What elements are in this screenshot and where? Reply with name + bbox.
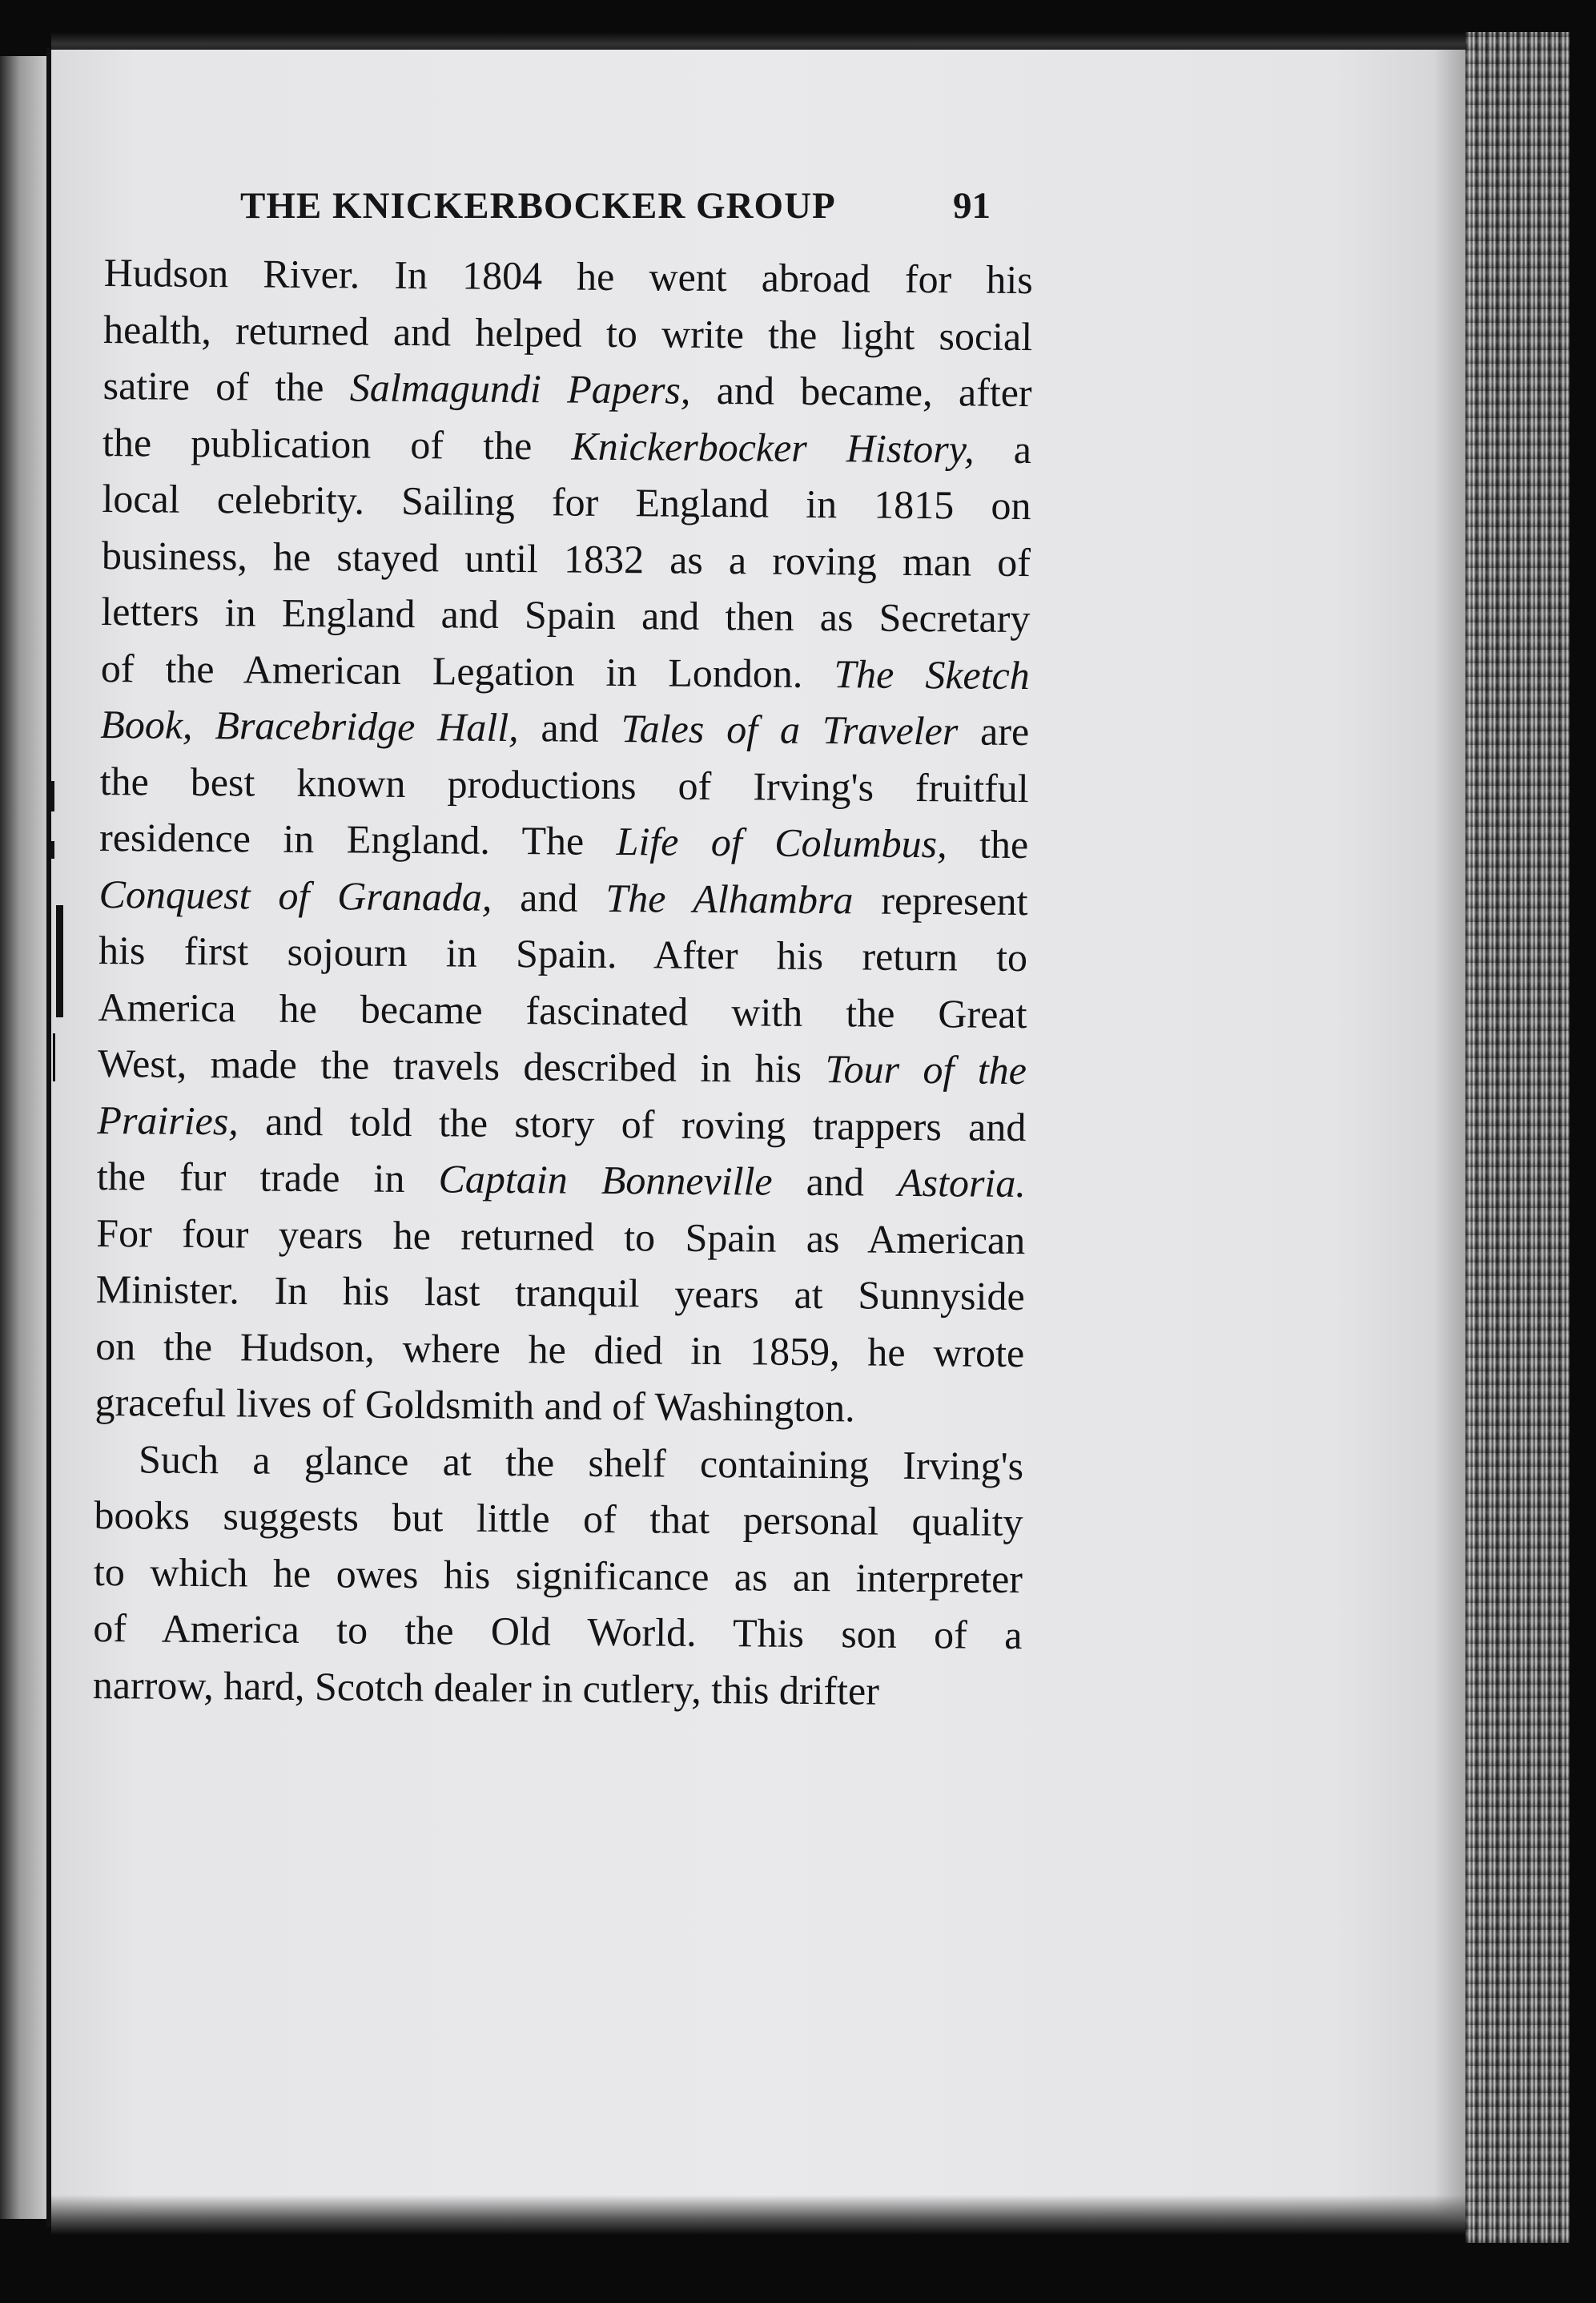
text-line xyxy=(100,696,1030,760)
italic-title: Tales of a Traveler xyxy=(621,706,959,754)
text-line xyxy=(93,1600,1023,1664)
text-line xyxy=(94,1374,1024,1438)
text-run: narrow, hard, Scotch dealer in cutlery, this drifter xyxy=(92,1661,880,1713)
text-run: Minister. In his last tranquil years at Sunnyside xyxy=(95,1266,1025,1319)
body-text xyxy=(93,244,1033,1720)
text-run: local celebrity. Sailing for England in 1815 on xyxy=(102,475,1031,529)
italic-title: The Alhambra xyxy=(605,875,854,922)
text-line xyxy=(103,244,1033,308)
text-line xyxy=(98,978,1027,1042)
text-run: the fur trade in xyxy=(96,1153,439,1202)
text-run: the xyxy=(947,821,1029,868)
italic-title: Astoria. xyxy=(897,1159,1027,1206)
text-line xyxy=(98,1035,1027,1099)
italic-title: Life of Columbus, xyxy=(616,819,947,867)
margin-mark xyxy=(51,841,54,859)
text-line xyxy=(94,1430,1024,1494)
text-run: satire of the xyxy=(103,362,351,410)
text-line xyxy=(94,1543,1023,1607)
running-head-title: THE KNICKERBOCKER GROUP xyxy=(240,185,836,227)
text-run: of the American Legation in London. xyxy=(100,645,834,696)
page-number: 91 xyxy=(953,185,991,227)
text-run: of America to the Old World. This son of a xyxy=(93,1604,1023,1658)
margin-mark xyxy=(53,1033,55,1081)
text-run: and xyxy=(518,705,621,751)
text-run: For four years he returned to Spain as American xyxy=(96,1210,1026,1262)
page-bottom-shadow xyxy=(51,2195,1477,2235)
italic-title: Tour of the xyxy=(825,1046,1027,1093)
text-run: and xyxy=(772,1158,899,1205)
text-line xyxy=(101,639,1031,703)
text-line xyxy=(93,1656,1023,1720)
text-line xyxy=(98,922,1028,986)
text-line xyxy=(97,1091,1027,1155)
text-run: books suggests but little of that personal quality xyxy=(94,1492,1023,1545)
text-run: business, he stayed until 1832 as a roving man of xyxy=(101,532,1031,585)
text-line xyxy=(95,1317,1025,1381)
italic-title: Knickerbocker History, xyxy=(571,423,975,472)
text-run: residence in England. The xyxy=(98,814,617,864)
text-run: the publication of the xyxy=(102,419,572,469)
margin-mark xyxy=(48,781,54,811)
text-line xyxy=(103,413,1032,477)
margin-mark xyxy=(56,905,63,1017)
facing-page-edge xyxy=(0,56,50,2219)
text-run: on the Hudson, where he died in 1859, he wrote xyxy=(94,1323,1025,1375)
text-run: a xyxy=(974,426,1032,472)
text-line xyxy=(98,865,1028,929)
italic-title: Book, Bracebridge Hall, xyxy=(100,701,519,751)
text-run: Such a glance at the shelf containing Irving's xyxy=(138,1435,1024,1488)
text-run: West, made the travels described in his xyxy=(97,1040,826,1092)
text-line xyxy=(95,1261,1025,1325)
fore-edge-texture xyxy=(1465,32,1570,2243)
text-run: and xyxy=(492,874,606,920)
text-run: America he became fascinated with the Great xyxy=(98,984,1027,1037)
text-line xyxy=(101,583,1031,647)
italic-title: Captain Bonneville xyxy=(438,1156,773,1204)
italic-title: Salmagundi Papers, xyxy=(349,364,691,413)
text-run: represent xyxy=(853,876,1028,924)
text-run: graceful lives of Goldsmith and of Washington. xyxy=(94,1379,855,1431)
text-line xyxy=(103,300,1033,364)
text-run: letters in England and Spain and then as Secretary xyxy=(101,588,1031,642)
text-line xyxy=(94,1487,1023,1551)
text-line xyxy=(96,1204,1026,1268)
text-run: and became, after xyxy=(690,367,1032,416)
text-run: his first sojourn in Spain. After his return to xyxy=(98,927,1028,980)
text-run: are xyxy=(958,708,1030,755)
text-line xyxy=(99,809,1029,873)
text-run: health, returned and helped to write the light social xyxy=(103,306,1033,359)
italic-title: Prairies, xyxy=(97,1097,239,1143)
text-line xyxy=(102,526,1031,590)
running-head xyxy=(0,184,1596,232)
text-run: to which he owes his significance as an interpreter xyxy=(93,1548,1023,1601)
italic-title: The Sketch xyxy=(834,650,1031,698)
text-line xyxy=(102,470,1031,534)
text-run: the best known productions of Irving's fruitful xyxy=(99,758,1029,811)
text-line xyxy=(99,752,1029,816)
italic-title: Conquest of Granada, xyxy=(98,871,492,920)
text-line xyxy=(103,357,1032,421)
text-run: and told the story of roving trappers and xyxy=(238,1097,1027,1149)
text-run: Hudson River. In 1804 he went abroad for his xyxy=(103,249,1033,303)
text-line xyxy=(97,1148,1027,1212)
